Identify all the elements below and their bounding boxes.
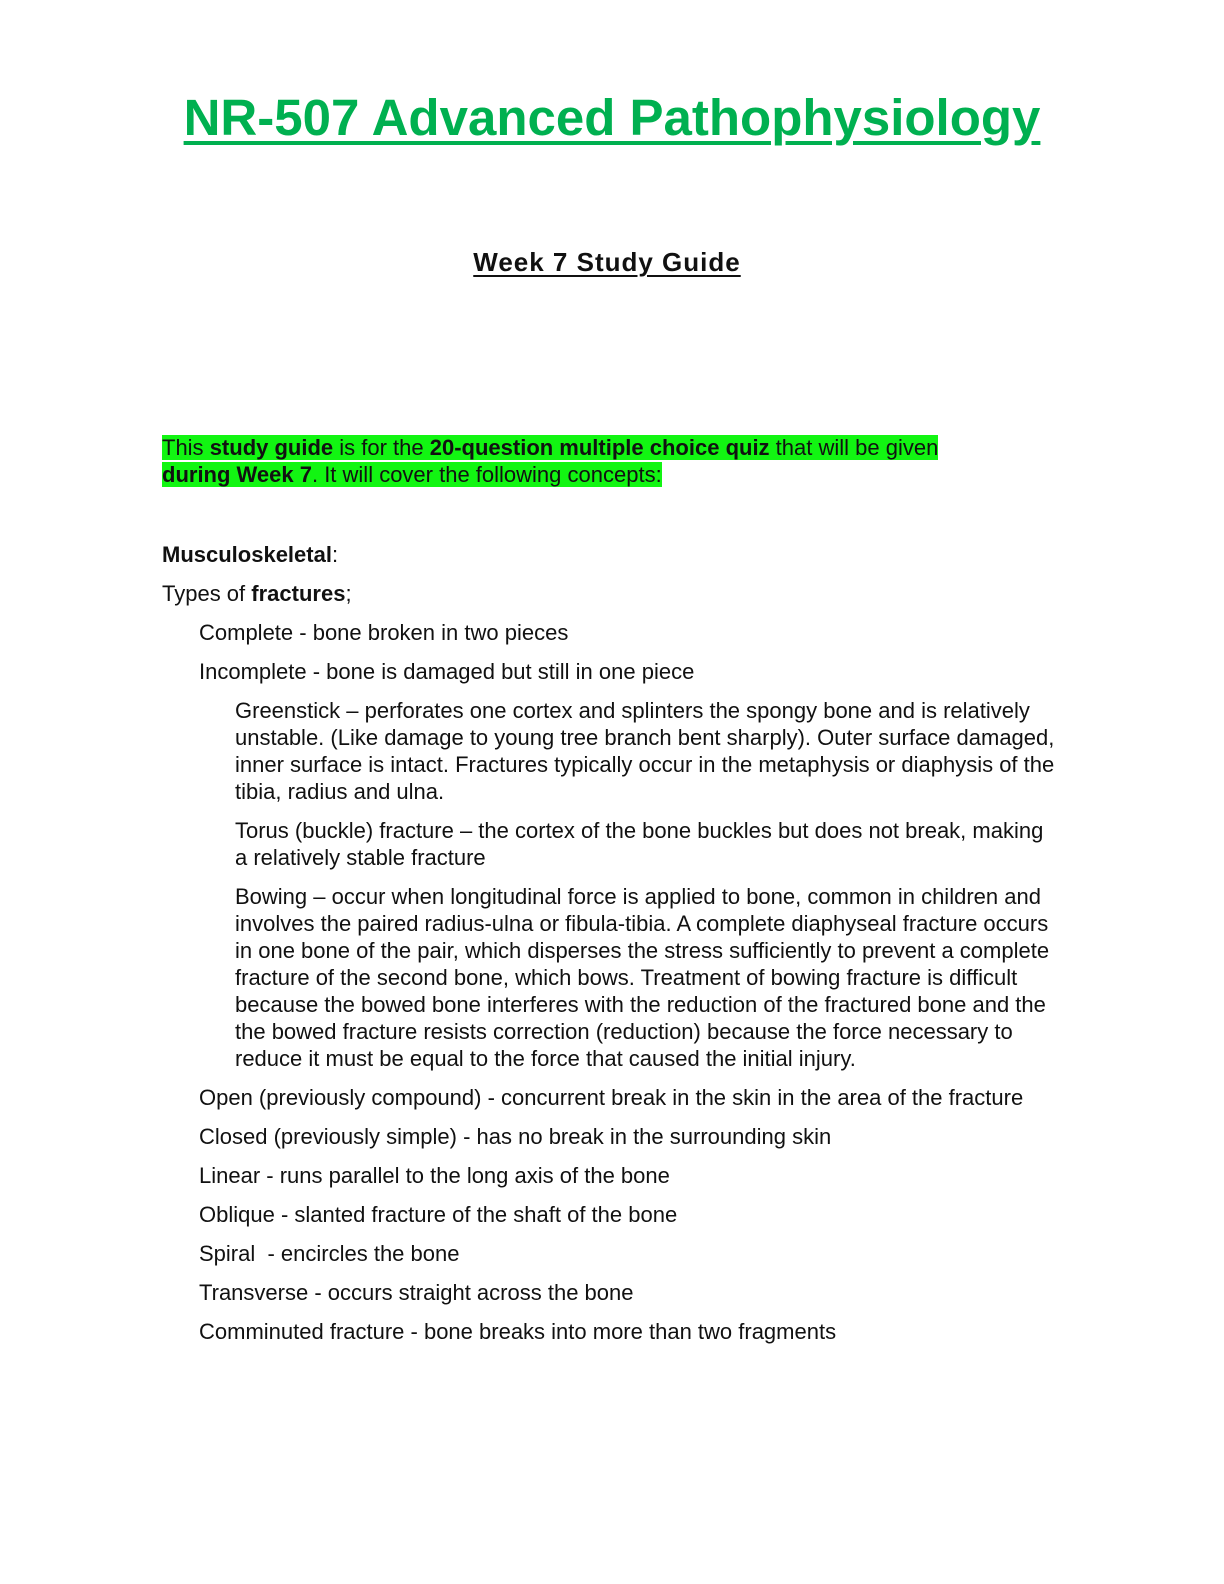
intro-text-1: This [162, 435, 210, 460]
intro-text-3: that will be given [769, 435, 939, 460]
fracture-linear: Linear - runs parallel to the long axis of the bone [199, 1163, 670, 1188]
fracture-comminuted: Comminuted fracture - bone breaks into more than two fragments [199, 1319, 837, 1344]
intro-text-4: . It will cover the following concepts: [311, 462, 662, 487]
fracture-bowing: Bowing – occur when longitudinal force is applied to bone, common in children and involves the paired radius-ulna or fibula-tibia. A complete diaphyseal fracture occurs in one bone of the pair, which disperses the stress sufficiently to prevent a complete fracture of the second bone, which bows. Treatment of bowing fracture is difficult because the bowed bone interferes with the reduction of the fractured bone and the the bowed fracture resists correction (reduction) because the force necessary to reduce it must be equal to the force that caused the initial injury. [235, 884, 1050, 1071]
section-heading-colon: : [331, 542, 339, 567]
fracture-transverse: Transverse - occurs straight across the bone [199, 1280, 634, 1305]
fracture-incomplete [199, 658, 1069, 1072]
section-heading-label: Musculoskeletal [162, 542, 332, 567]
types-suffix: ; [345, 581, 352, 606]
page-title: NR-507 Advanced Pathophysiology [183, 89, 1041, 146]
intro-bold-week: during Week 7 [162, 462, 312, 487]
intro-bold-quiz: 20-question multiple choice quiz [429, 435, 770, 460]
fracture-torus: Torus (buckle) fracture – the cortex of the bone buckles but does not break, making a relatively stable fracture [235, 818, 1044, 870]
section-heading [162, 541, 1062, 568]
fracture-types-heading [162, 580, 1062, 607]
fracture-spiral: Spiral - encircles the bone [199, 1241, 460, 1266]
intro-paragraph [162, 434, 952, 488]
page-subtitle: Week 7 Study Guide [473, 247, 741, 277]
intro-bold-study-guide: study guide [209, 435, 334, 460]
fracture-list [199, 619, 1069, 1357]
fracture-closed: Closed (previously simple) - has no break in the surrounding skin [199, 1124, 832, 1149]
types-prefix: Types of [162, 581, 252, 606]
fracture-oblique: Oblique - slanted fracture of the shaft of the bone [199, 1202, 678, 1227]
fracture-incomplete-label: Incomplete - bone is damaged but still in one piece [199, 659, 695, 684]
intro-text-2: is for the [333, 435, 430, 460]
intro-highlight [162, 435, 938, 487]
fracture-open: Open (previously compound) - concurrent break in the skin in the area of the fracture [199, 1085, 1024, 1110]
types-bold: fractures [251, 581, 346, 606]
incomplete-subtypes-list [199, 697, 1055, 1072]
fracture-greenstick: Greenstick – perforates one cortex and splinters the spongy bone and is relatively unstable. (Like damage to young tree branch bent sharply). Outer surface damaged, inner surface is intact. Fractures typically occur in the metaphysis or diaphysis of the tibia, radius and ulna. [235, 698, 1055, 804]
fracture-complete: Complete - bone broken in two pieces [199, 620, 569, 645]
